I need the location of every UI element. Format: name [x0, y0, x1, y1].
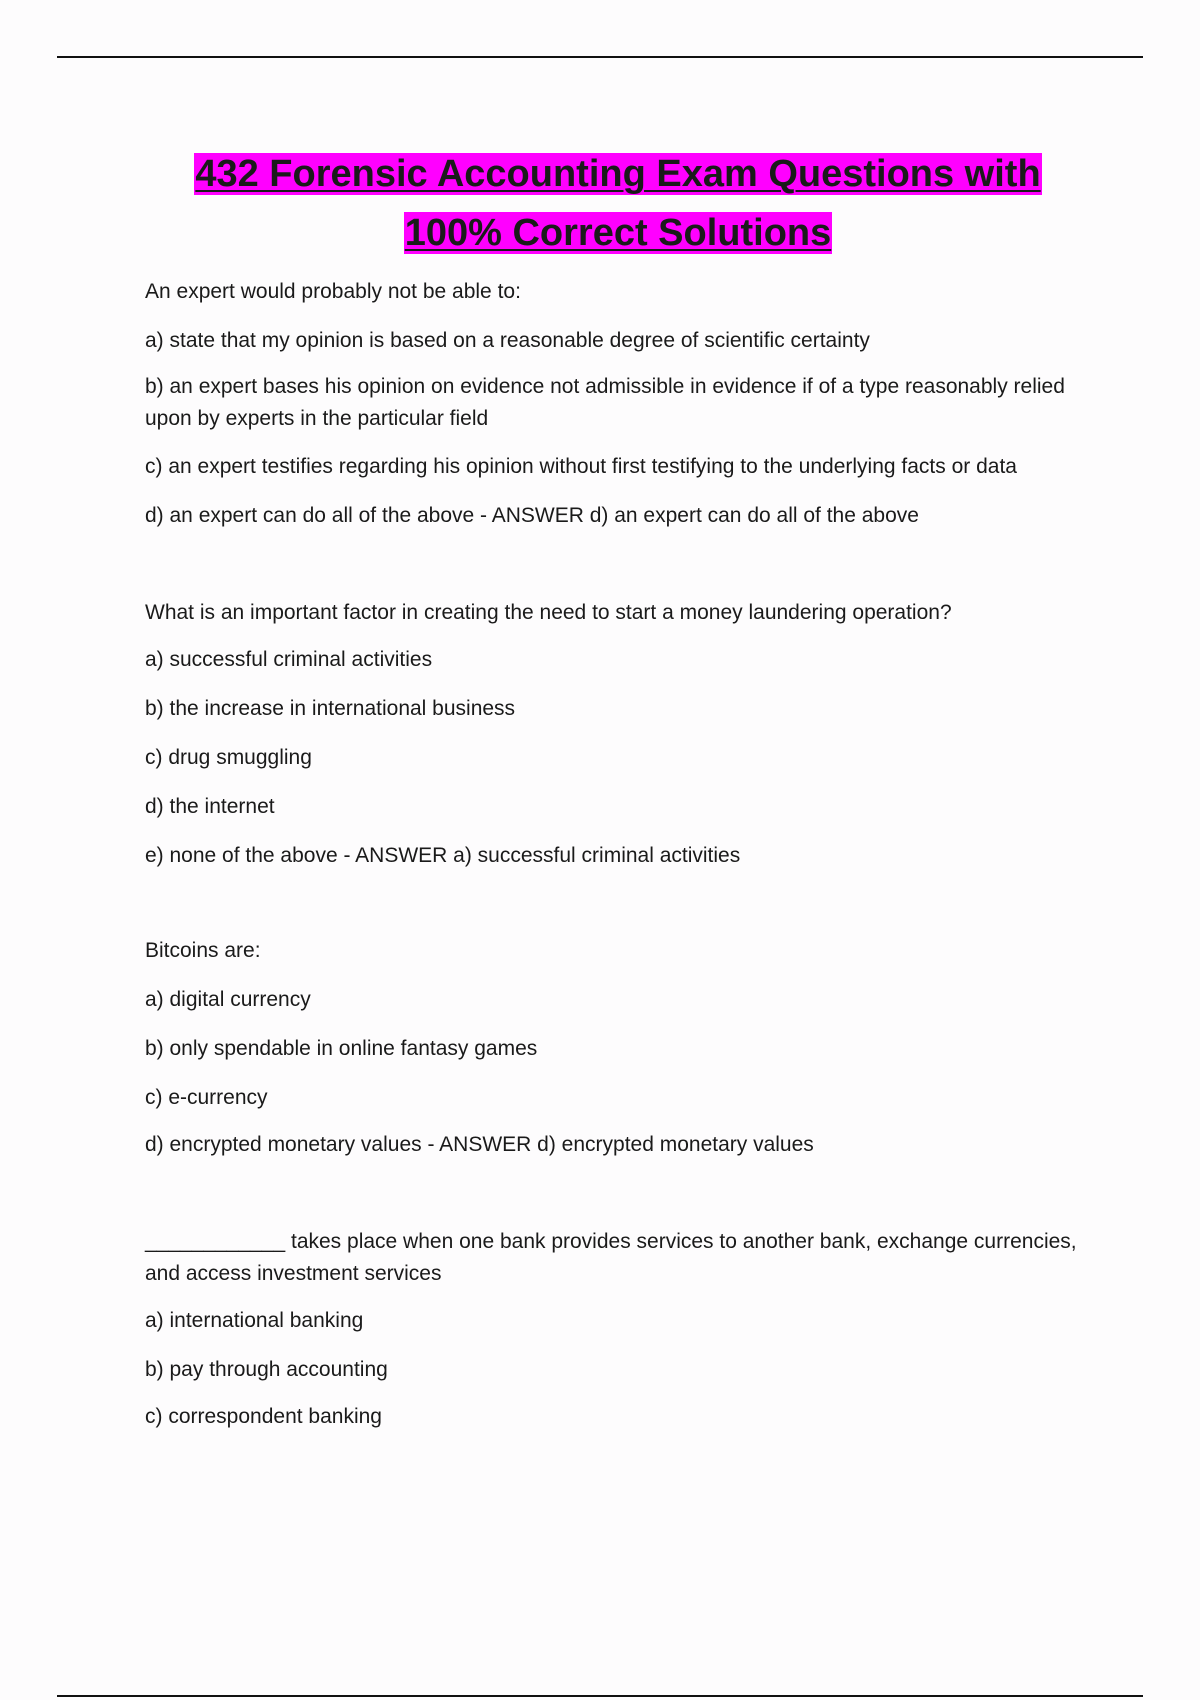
- question-3-option-b: b) only spendable in online fantasy games: [145, 1037, 538, 1060]
- question-4-option-a: a) international banking: [145, 1309, 364, 1332]
- question-1-option-c: c) an expert testifies regarding his opinion without first testifying to the underlying facts or data: [145, 455, 1017, 478]
- question-3-option-a: a) digital currency: [145, 988, 311, 1011]
- question-2-option-e: e) none of the above - ANSWER a) successful criminal activities: [145, 844, 741, 867]
- question-3-option-d: d) encrypted monetary values - ANSWER d) encrypted monetary values: [145, 1133, 814, 1156]
- question-4-option-b: b) pay through accounting: [145, 1358, 388, 1381]
- question-2-option-a: a) successful criminal activities: [145, 648, 433, 671]
- document-title: [0, 145, 1200, 263]
- title-line-2: 100% Correct Solutions: [404, 212, 832, 254]
- header-rule: [57, 56, 1143, 58]
- question-2-option-b: b) the increase in international business: [145, 697, 516, 720]
- title-line-1: 432 Forensic Accounting Exam Questions with: [195, 153, 1041, 195]
- question-2-option-c: c) drug smuggling: [145, 746, 312, 769]
- question-1-option-a: a) state that my opinion is based on a reasonable degree of scientific certainty: [145, 329, 870, 352]
- question-2-option-d: d) the internet: [145, 795, 275, 818]
- footer-rule: [57, 1695, 1143, 1697]
- question-3-option-c: c) e-currency: [145, 1086, 268, 1109]
- question-2-prompt: What is an important factor in creating the need to start a money laundering operation?: [145, 601, 952, 624]
- question-1-option-b: b) an expert bases his opinion on evidence not admissible in evidence if of a type reasonably relied upon by experts in the particular field: [145, 375, 1071, 430]
- question-4-prompt: ____________ takes place when one bank provides services to another bank, exchange currencies, and access investment services: [145, 1230, 1083, 1285]
- question-1-option-d: d) an expert can do all of the above - ANSWER d) an expert can do all of the above: [145, 504, 919, 527]
- question-body: [145, 276, 1095, 1433]
- question-3-prompt: Bitcoins are:: [145, 939, 261, 962]
- question-4-option-c: c) correspondent banking: [145, 1405, 382, 1428]
- question-1-prompt: An expert would probably not be able to:: [145, 280, 521, 303]
